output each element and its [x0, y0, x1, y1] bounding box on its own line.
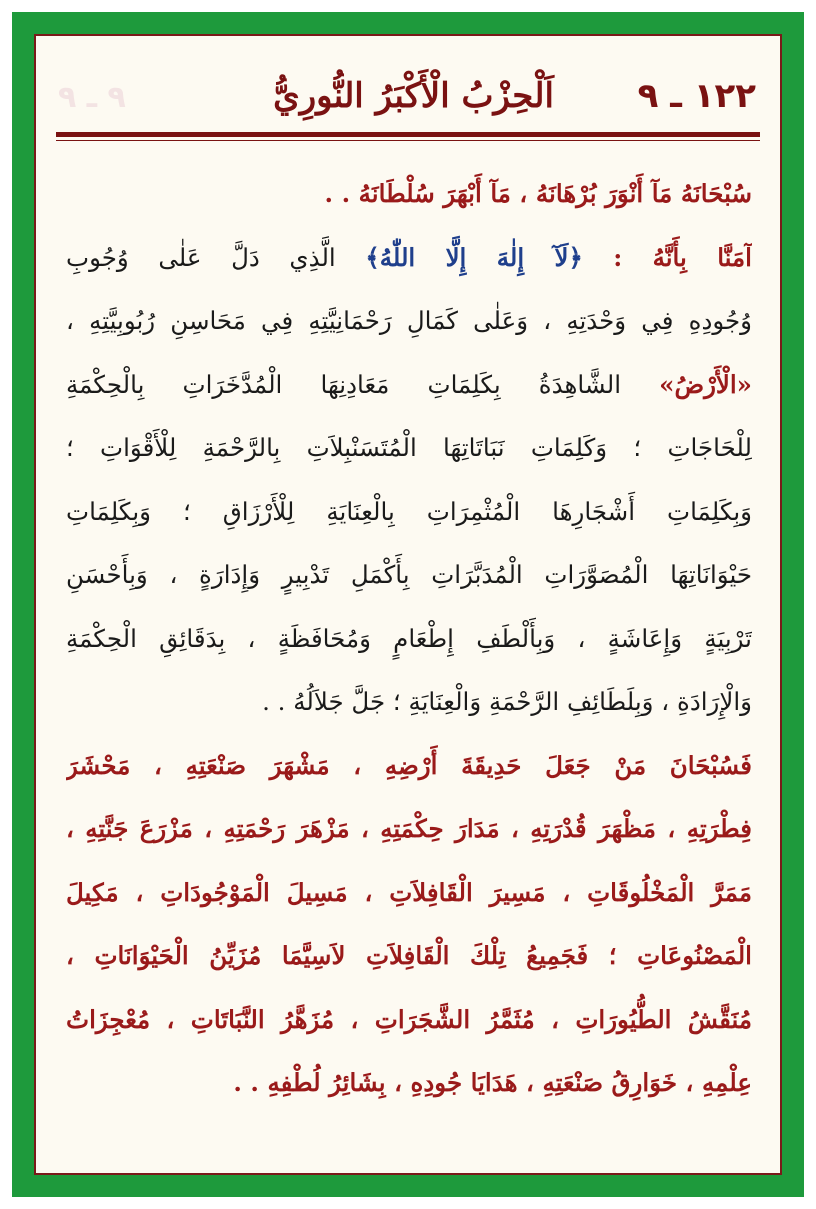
text-line-9: وَالْإِرَادَةِ ، وَبِلَطَائِفِ الرَّحْمَةِ وَالْعِنَايَةِ ؛ جَلَّ جَلاَلُهُ . .: [262, 687, 752, 716]
text-line-13: الْمَصْنُوعَاتِ ؛ فَجَمِيعُ تِلْكَ الْقَافِلاَتِ لاَسِيَّمَا مُزَيِّنُ الْحَيْوَانَاتِ ،: [66, 941, 752, 970]
text-line-4: [66, 353, 752, 417]
text-line-10: فَسُبْحَانَ مَنْ جَعَلَ حَدِيقَةَ أَرْضِهِ ، مَشْهَرَ صَنْعَتِهِ ، مَحْشَرَ: [66, 750, 752, 780]
text-line-6: وَبِكَلِمَاتِ أَشْجَارِهَا الْمُثْمِرَاتِ بِالْعِنَايَةِ لِلْأَرْزَاقِ ؛ وَبِكَلِمَاتِ: [66, 496, 752, 526]
text-body: [66, 162, 752, 1115]
text-line-14: مُنَقَّشُ الطُّيُورَاتِ ، مُثَمَّرُ الشَّجَرَاتِ ، مُزَهَّرُ النَّبَاتَاتِ ، مُعْجِزَاتُ: [66, 1004, 752, 1034]
line2-rest: الَّذِي دَلَّ عَلٰى وُجُوبِ: [66, 242, 366, 272]
text-line-2: [66, 226, 752, 290]
ghost-page-number: ٩ ـ ٩: [58, 80, 126, 115]
header-rule-thick: [56, 132, 760, 137]
page-title: اَلْحِزْبُ الْأَكْبَرُ النُّورِيُّ: [273, 76, 554, 116]
page-number: ١٢٢ ـ ٩: [637, 76, 756, 116]
text-line-11: فِطْرَتِهِ ، مَظْهَرَ قُدْرَتِهِ ، مَدَارَ حِكْمَتِهِ ، مَزْهَرَ رَحْمَتِهِ ، مَزْرَعَ جَنَّتِهِ ،: [66, 814, 752, 843]
header-rule-thin: [56, 140, 760, 141]
line4-quote: «الْأَرْضُ»: [659, 369, 752, 399]
text-line-7: حَيْوَانَاتِهَا الْمُصَوَّرَاتِ الْمُدَبَّرَاتِ بِأَكْمَلِ تَدْبِيرٍ وَإِدَارَةٍ ، وَبِأَحْسَنِ: [66, 560, 752, 589]
page-header: [52, 62, 764, 134]
line2-quote: ﴿لَآ إِلٰهَ إِلَّا اللّٰهُ﴾: [365, 242, 583, 272]
text-line-12: مَمَرَّ الْمَخْلُوقَاتِ ، مَسِيرَ الْقَافِلاَتِ ، مَسِيلَ الْمَوْجُودَاتِ ، مَكِيلَ: [66, 877, 752, 907]
text-line-3: وُجُودِهِ فِي وَحْدَتِهِ ، وَعَلٰى كَمَالِ رَحْمَانِيَّتِهِ فِي مَحَاسِنِ رُبُوبِيَّتِهِ ،: [66, 306, 752, 335]
line4-rest: الشَّاهِدَةُ بِكَلِمَاتِ مَعَادِنِهَا الْمُدَّخَرَاتِ بِالْحِكْمَةِ: [66, 369, 660, 399]
line2-lead: آمَنَّا بِأَنَّهُ :: [582, 242, 752, 272]
text-line-8: تَرْبِيَةٍ وَإِعَاشَةٍ ، وَبِأَلْطَفِ إِطْعَامٍ وَمُحَافَظَةٍ ، بِدَقَائِقِ الْحِكْمَةِ: [66, 623, 752, 653]
text-line-15: عِلْمِهِ ، خَوَارِقُ صَنْعَتِهِ ، هَدَايَا جُودِهِ ، بِشَائِرُ لُطْفِهِ . .: [233, 1068, 752, 1097]
text-line-5: لِلْحَاجَاتِ ؛ وَكَلِمَاتِ نَبَاتَاتِهَا الْمُتَسَنْبِلاَتِ بِالرَّحْمَةِ لِلْأَقْوَاتِ ؛: [66, 433, 752, 462]
text-line-1: سُبْحَانَهُ مَآ أَنْوَرَ بُرْهَانَهُ ، مَآ أَبْهَرَ سُلْطَانَهُ . .: [324, 179, 752, 208]
